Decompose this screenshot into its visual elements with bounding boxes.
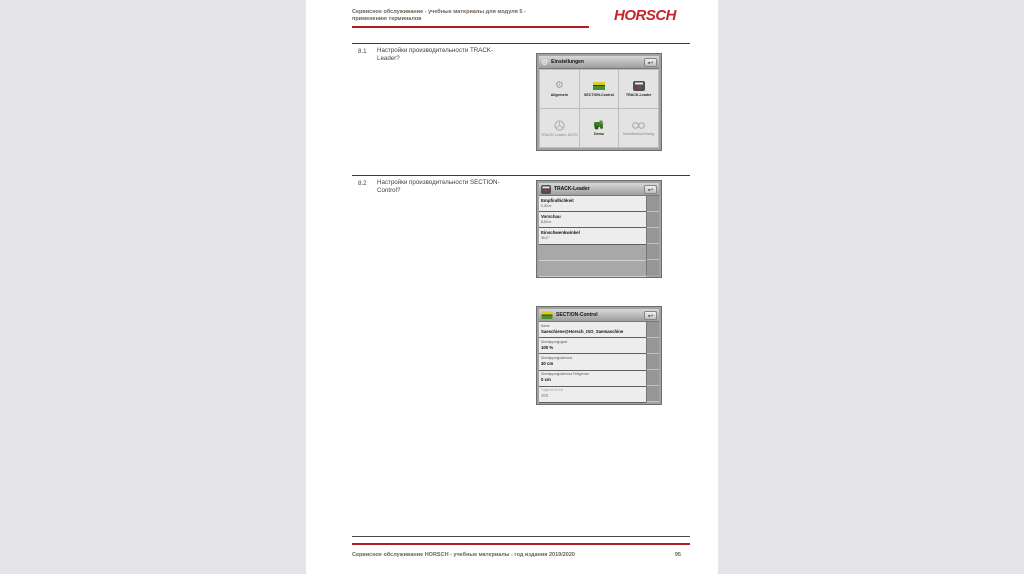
section-control-machine-icon: [541, 311, 553, 320]
section-number: 8.2: [358, 180, 367, 187]
settings-title: Einstellungen: [551, 59, 584, 65]
parameter-row-name[interactable]: [539, 322, 646, 338]
settings-item-label: SECTION-Control: [584, 93, 614, 97]
parameter-value: 30 cm: [541, 360, 554, 366]
parameter-row-einschwenkwinkel[interactable]: [539, 228, 646, 244]
footer-page-number: 95: [674, 552, 681, 558]
document-page: [306, 0, 718, 574]
parameter-label: Überlappungstoleranz: [541, 355, 573, 360]
glasses-icon: [632, 121, 645, 130]
parameter-row-ueberlappungstoleranz[interactable]: [539, 354, 646, 370]
parameter-row-empfindlichkeit[interactable]: [539, 196, 646, 212]
settings-item-label: Nachtbeleuchtung: [622, 131, 655, 136]
doc-header-title: [352, 9, 594, 23]
track-leader-display-icon: [633, 81, 645, 91]
settings-grid: [539, 69, 659, 148]
parameter-label: Trägheit bei Ein: [541, 388, 564, 393]
doc-header-line1: Сервисное обслуживание - учебные материалы для модуля 5 -: [352, 9, 526, 15]
settings-item-label: Demo: [593, 132, 604, 136]
settings-item-label: TRACK-Leader: [625, 93, 652, 97]
gear-icon: ⚙: [541, 57, 549, 67]
section-control-machine-icon: [592, 81, 606, 91]
track-leader-title: TRACK-Leader: [554, 186, 590, 192]
parameter-label: Name: [541, 323, 550, 328]
track-leader-display-icon: [541, 185, 551, 194]
steering-wheel-icon: [554, 120, 565, 131]
section-number: 8.1: [358, 48, 367, 55]
settings-item-section-control[interactable]: [580, 70, 619, 108]
footer-red-rule: [352, 543, 690, 545]
settings-item-nachtbeleuchtung[interactable]: [619, 109, 658, 147]
section-control-parameter-list: [539, 322, 646, 402]
softkey-column: [646, 322, 659, 402]
footer-text: Сервисное обслуживание HORSCH - учебные материалы - год издания 2019/2020: [352, 552, 575, 558]
footer: [352, 552, 690, 558]
parameter-value: Saeschiene@Horsch_ISO_Saemaschine: [541, 328, 624, 334]
section-question: Настройки производительности SECTION-Control?: [377, 179, 500, 194]
header-red-rule: [352, 26, 589, 28]
settings-item-label: Allgemein: [550, 93, 568, 97]
settings-item-track-leader-auto[interactable]: [540, 109, 579, 147]
parameter-row-empty: [539, 261, 646, 277]
tractor-icon: [593, 120, 605, 130]
parameter-label: Überlappungsgrad: [541, 339, 568, 344]
section-question: Настройки производительности TRACK-Leader?: [377, 47, 493, 62]
track-leader-parameter-list: [539, 196, 646, 275]
settings-item-label: TRACK-Leader AUTO: [541, 132, 578, 137]
parameter-value: 300: [541, 393, 549, 399]
section-control-title: SECTION-Control: [556, 312, 598, 318]
parameter-label: Einschwenkwinkel: [541, 229, 580, 235]
settings-item-demo[interactable]: [580, 109, 619, 147]
screenshot-track-leader-settings: [537, 181, 661, 277]
settings-item-track-leader[interactable]: [619, 70, 658, 108]
screenshot-settings-menu: [537, 54, 661, 150]
back-button[interactable]: ↩: [644, 185, 657, 194]
parameter-value: 0 cm: [541, 377, 551, 383]
footer-dark-rule: [352, 536, 690, 537]
parameter-row-empty: [539, 245, 646, 261]
parameter-value: 100 %: [541, 344, 554, 350]
parameter-label: Vorschau: [541, 213, 561, 219]
gear-icon: ⚙: [554, 80, 564, 91]
section-control-titlebar: [539, 309, 659, 322]
track-leader-titlebar: [539, 183, 659, 196]
parameter-row-vorschau[interactable]: [539, 212, 646, 228]
back-button[interactable]: ↩: [644, 58, 657, 67]
back-button[interactable]: ↩: [644, 311, 657, 320]
parameter-row-ueberlappungsgrad[interactable]: [539, 338, 646, 354]
horsch-logo: HORSCH: [613, 7, 676, 24]
doc-header-line2: применению терминалов: [352, 16, 422, 22]
softkey-column: [646, 196, 659, 275]
screenshot-section-control-settings: [537, 307, 661, 404]
parameter-value: 8,00 m: [541, 219, 552, 224]
settings-titlebar: [539, 56, 659, 69]
parameter-value: 30,0 °: [541, 235, 550, 240]
parameter-row-traegheit: [539, 387, 646, 403]
parameter-row-toleranz-feldgrenze[interactable]: [539, 371, 646, 387]
parameter-label: Empfindlichkeit: [541, 197, 574, 203]
settings-item-allgemein[interactable]: [540, 70, 579, 108]
parameter-label: Überlappungstoleranz Feldgrenze: [541, 372, 590, 377]
parameter-value: 0,30 m: [541, 203, 552, 208]
